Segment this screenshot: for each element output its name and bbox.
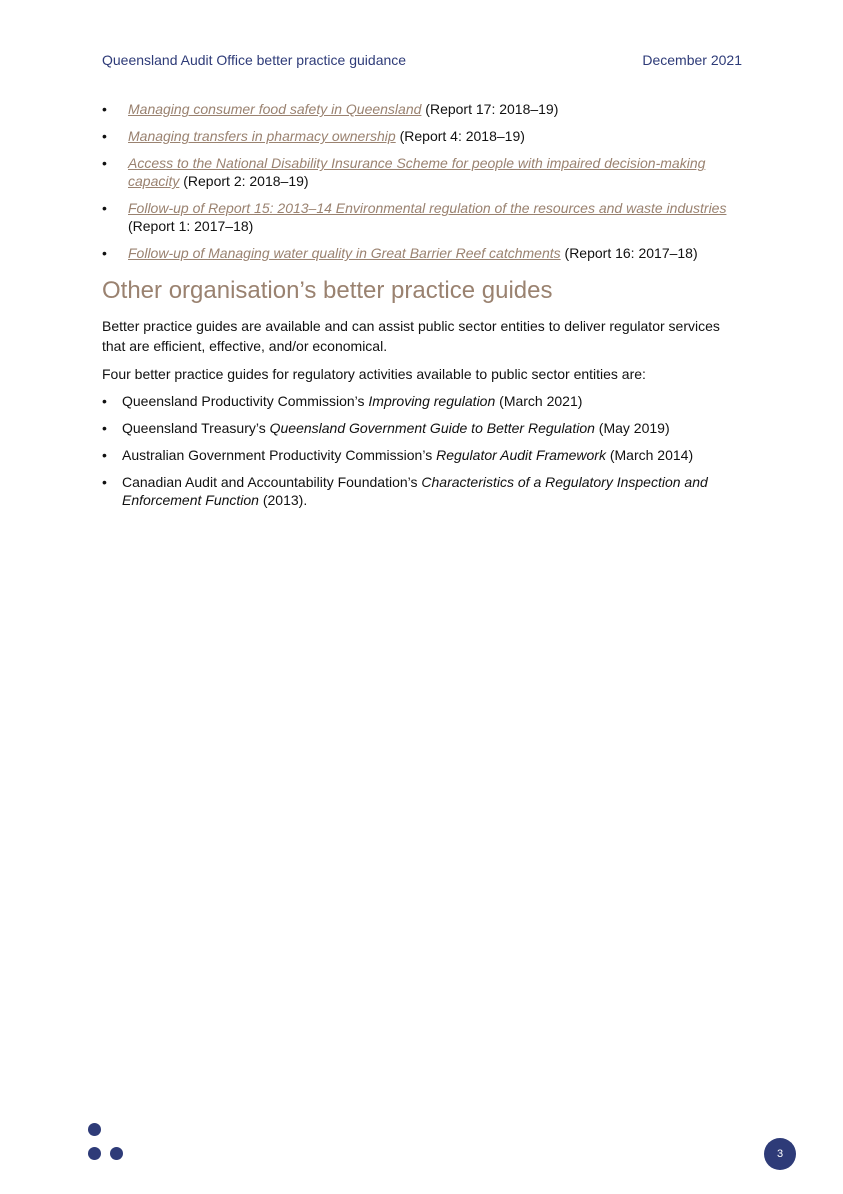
report-link[interactable]: Access to the National Disability Insurance Scheme for people with impaired decision-making capacity	[128, 155, 706, 189]
page-number-badge	[764, 1138, 796, 1170]
header-date: December 2021	[642, 52, 742, 68]
report-link[interactable]: Follow-up of Managing water quality in Great Barrier Reef catchments	[128, 245, 561, 261]
brand-dot	[88, 1147, 101, 1160]
list-item	[102, 419, 742, 437]
list-item	[102, 473, 742, 509]
guide-title: Regulator Audit Framework	[436, 447, 606, 463]
brand-dot	[110, 1147, 123, 1160]
report-reference: (Report 1: 2017–18)	[128, 218, 254, 234]
report-reference: (Report 16: 2017–18)	[560, 245, 698, 261]
report-reference: (Report 4: 2018–19)	[395, 128, 525, 144]
qao-report-list	[102, 100, 742, 262]
report-link[interactable]: Managing transfers in pharmacy ownership	[128, 128, 396, 144]
page-content	[102, 100, 742, 518]
section-lead: Four better practice guides for regulatory activities available to public sector entities are:	[102, 366, 646, 382]
guide-org: Queensland Treasury’s	[122, 420, 270, 436]
section-intro: Better practice guides are available and can assist public sector entities to deliver regulator services that are efficient, effective, and/or economical.	[102, 318, 720, 354]
report-reference: (Report 2: 2018–19)	[179, 173, 309, 189]
report-link[interactable]: Managing consumer food safety in Queensland	[128, 101, 422, 117]
guide-title: Queensland Government Guide to Better Regulation	[269, 420, 595, 436]
list-item	[102, 392, 742, 410]
guide-org: Canadian Audit and Accountability Foundation’s	[122, 474, 422, 490]
report-reference: (Report 17: 2018–19)	[421, 101, 559, 117]
list-item	[102, 154, 742, 190]
guide-list	[102, 392, 742, 509]
guide-date: (2013).	[258, 492, 308, 508]
guide-date: (May 2019)	[594, 420, 670, 436]
list-item	[102, 100, 742, 118]
brand-dot	[88, 1123, 101, 1136]
guide-date: (March 2021)	[495, 393, 583, 409]
guide-date: (March 2014)	[605, 447, 694, 463]
guide-org: Queensland Productivity Commission’s	[122, 393, 369, 409]
header-title: Queensland Audit Office better practice guidance	[102, 52, 407, 68]
section-heading: Other organisation’s better practice guides	[102, 277, 553, 304]
page-number: 3	[776, 1148, 784, 1160]
report-link[interactable]: Follow-up of Report 15: 2013–14 Environmental regulation of the resources and waste industries	[128, 200, 727, 216]
guide-title: Improving regulation	[368, 393, 496, 409]
page-header	[102, 50, 742, 70]
list-item	[102, 446, 742, 464]
list-item	[102, 199, 742, 235]
list-item	[102, 244, 742, 262]
guide-org: Australian Government Productivity Commission’s	[122, 447, 437, 463]
list-item	[102, 127, 742, 145]
guide-title: Characteristics of a Regulatory Inspection and Enforcement Function	[122, 474, 708, 508]
